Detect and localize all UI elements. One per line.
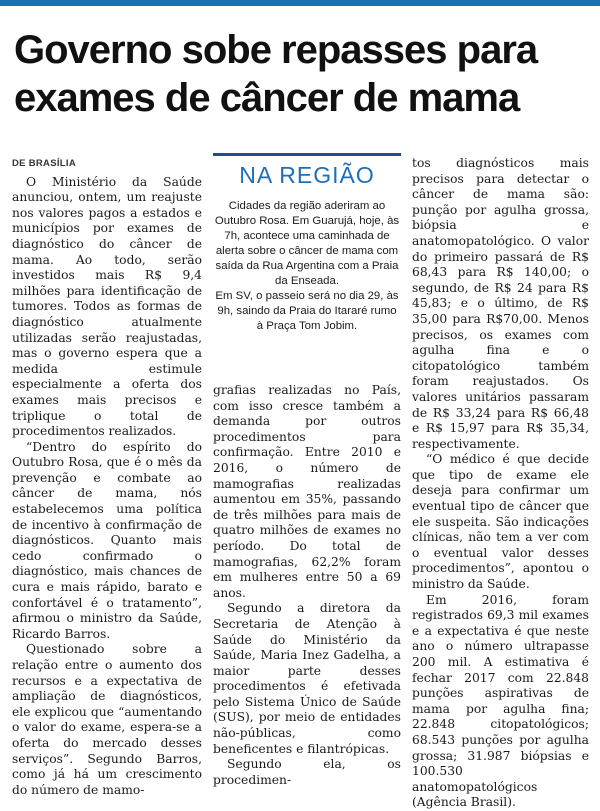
sidebar-paragraph: Cidades da região aderiram ao Outubro Rosa. Em Guarujá, hoje, às 7h, acontece uma caminhada de alerta sobre o câncer de mama com saída da Rua Argentina com a Praia da Enseada. (214, 200, 400, 287)
sidebar-paragraph: Em SV, o passeio será no dia 29, às 9h, saindo da Praia do Itararé rumo à Praça Tom Jobim. (215, 290, 399, 332)
paragraph: “Dentro do espírito do Outubro Rosa, que é o mês da prevenção e combate ao câncer de mama, nós estabelecemos uma política de incentivo à confirmação de diagnósticos. Quanto mais cedo confirmado o diagnóstico, mais chances de cura e mais rápido, barato e confortável é o tratamento”, afirmou o ministro da Saúde, Ricardo Barros. (12, 439, 202, 641)
paragraph: Em 2016, foram registrados 69,3 mil exames e a expectativa é que neste ano o número ultrapasse 200 mil. A estimativa é fechar 2017 com 22.848 punções aspirativas de mama por agulha fina; 22.848 citopatológicos; 68.543 punções por agulha grossa; 31.987 biópsias e 100.530 anatomopatológicos (Agência Brasil). (412, 592, 589, 810)
paragraph: tos diagnósticos mais precisos para detectar o câncer de mama são: punção por agulha grossa, biópsia e anatomopatológico. O valor do primeiro passará de R$ 68,43 para R$ 140,00; o segundo, de R$ 24 para R$ 45,83; e o último, de R$ 35,00 para R$70,00. Menos precisos, os exames com agulha fina e o citopatológico também foram reajustados. Os valores unitários passaram de R$ 33,24 para R$ 66,48 e R$ 15,97 para R$ 35,34, respectivamente. (412, 156, 589, 451)
article-column-2 (213, 383, 401, 788)
paragraph: Segundo ela, os procedimen- (213, 757, 401, 787)
paragraph: grafias realizadas no País, com isso cresce também a demanda por outros procedimentos para confirmação. Entre 2010 e 2016, o número de mamografias realizadas aumentou em 35%, passando de três milhões para mais de quatro milhões de exames no período. Do total de mamografias, 62,2% foram em mulheres entre 50 a 69 anos. (213, 383, 401, 600)
article-column-3 (412, 156, 589, 811)
sidebar-text (213, 199, 401, 334)
article-headline: Governo sobe repasses para exames de câncer de mama (14, 28, 538, 120)
paragraph: “O médico é que decide que tipo de exame ele deseja para confirmar um eventual tipo de câncer que ele suspeita. São indicações clínicas, não tem a ver com o eventual valor desses procedimentos”, apontou o ministro da Saúde. (412, 452, 589, 592)
sidebar-title: NA REGIÃO (239, 162, 375, 188)
paragraph: O Ministério da Saúde anunciou, ontem, um reajuste nos valores pagos a estados e municípios por exames de diagnóstico do câncer de mama. Ao todo, serão investidos mais R$ 9,4 milhões para identificação de tumores. Todos as formas de diagnóstico atualmente utilizadas serão reajustadas, mas o governo espera que a medida estimule especialmente a oferta dos exames mais precisos e triplique o total de procedimentos realizados. (12, 174, 202, 439)
sidebar-box-na-regiao (213, 153, 401, 372)
dateline: DE BRASÍLIA (12, 158, 76, 169)
paragraph: Questionado sobre a relação entre o aumento dos recursos e a expectativa de ampliação de diagnósticos, ele explicou que “aumentando o valor do exame, espera-se a oferta do mercado desses serviços”. Segundo Barros, como já há um crescimento do número de mamo- (12, 642, 202, 797)
article-column-1 (12, 156, 202, 798)
paragraph: Segundo a diretora da Secretaria de Atenção à Saúde do Ministério da Saúde, Maria Inez Gadelha, a maior parte desses procedimentos é efetivada pelo Sistema Único de Saúde (SUS), por meio de entidades não-públicas, como beneficentes e filantrópicas. (213, 601, 401, 756)
top-color-bar (0, 0, 600, 6)
